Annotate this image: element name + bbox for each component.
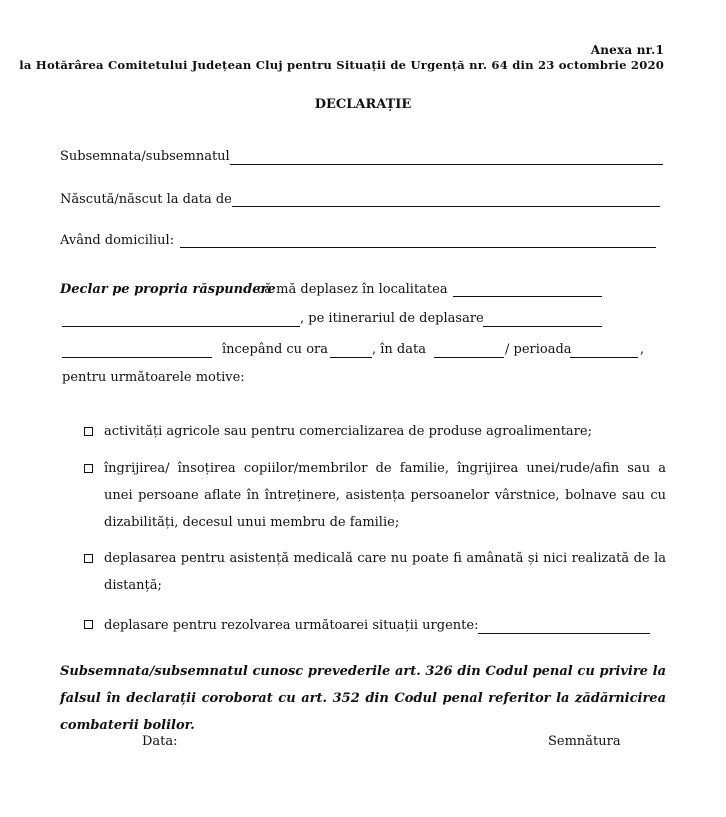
name-label: Subsemnata/subsemnatul (60, 149, 230, 164)
option-3-checkbox[interactable] (84, 554, 93, 563)
urgent-situation-field-line[interactable] (478, 633, 650, 634)
decision-reference: la Hotărârea Comitetului Județean Cluj pentru Situații de Urgență nr. 64 din 23 octombrie 2020 (19, 58, 664, 72)
itinerary-field-line[interactable] (483, 326, 602, 327)
address-label: Având domiciliul: (60, 233, 175, 248)
itinerary-continuation-line[interactable] (62, 357, 212, 358)
birth-date-label: Născută/născut la data de (60, 192, 232, 207)
option-3-text: deplasarea pentru asistență medicală care nu poate fi amânată și nici realizată de la distanță; (104, 551, 666, 593)
birth-date-field-line[interactable] (232, 206, 660, 207)
reasons-label: pentru următoarele motive: (62, 370, 245, 385)
period-comma: , (640, 342, 645, 357)
locality-continuation-line[interactable] (62, 326, 300, 327)
period-field-line[interactable] (570, 357, 638, 358)
option-4-checkbox[interactable] (84, 620, 93, 629)
page-title: DECLARAȚIE (314, 97, 412, 112)
declaration-lead: Declar pe propria răspundere (60, 282, 276, 297)
date-field-line[interactable] (434, 357, 504, 358)
date-label: , în data (372, 342, 426, 357)
legal-notice: Subsemnata/subsemnatul cunosc prevederile art. 326 din Codul penal cu privire la falsul în declarații coroborat cu art. 352 din Codul penal referitor la zădărnicirea combaterii bolilor. (60, 664, 666, 733)
option-1-checkbox[interactable] (84, 427, 93, 436)
name-field-line[interactable] (230, 164, 663, 165)
start-time-label: începând cu ora (222, 342, 328, 357)
address-field-line[interactable] (180, 247, 656, 248)
locality-field-line[interactable] (453, 296, 602, 297)
period-label: / perioada (505, 342, 572, 357)
itinerary-label: , pe itinerariul de deplasare (300, 311, 484, 326)
option-2-checkbox[interactable] (84, 464, 93, 473)
date-signature-label: Data: (142, 734, 178, 749)
declaration-locality-text: că mă deplasez în localitatea (257, 282, 448, 297)
signature-label: Semnătura (548, 734, 621, 749)
annex-number: Anexa nr.1 (590, 43, 664, 57)
option-1-text: activități agricole sau pentru comercializarea de produse agroalimentare; (104, 424, 592, 439)
option-4-text: deplasare pentru rezolvarea următoarei situații urgente: (104, 618, 479, 633)
start-time-field-line[interactable] (330, 357, 372, 358)
option-2-text: îngrijirea/ însoțirea copiilor/membrilor de familie, îngrijirea unei/rude/afin sau a unei persoane aflate în întreținere, asistența persoanelor vârstnice, bolnave sau cu dizabilități, decesul unui membru de familie; (104, 461, 666, 530)
